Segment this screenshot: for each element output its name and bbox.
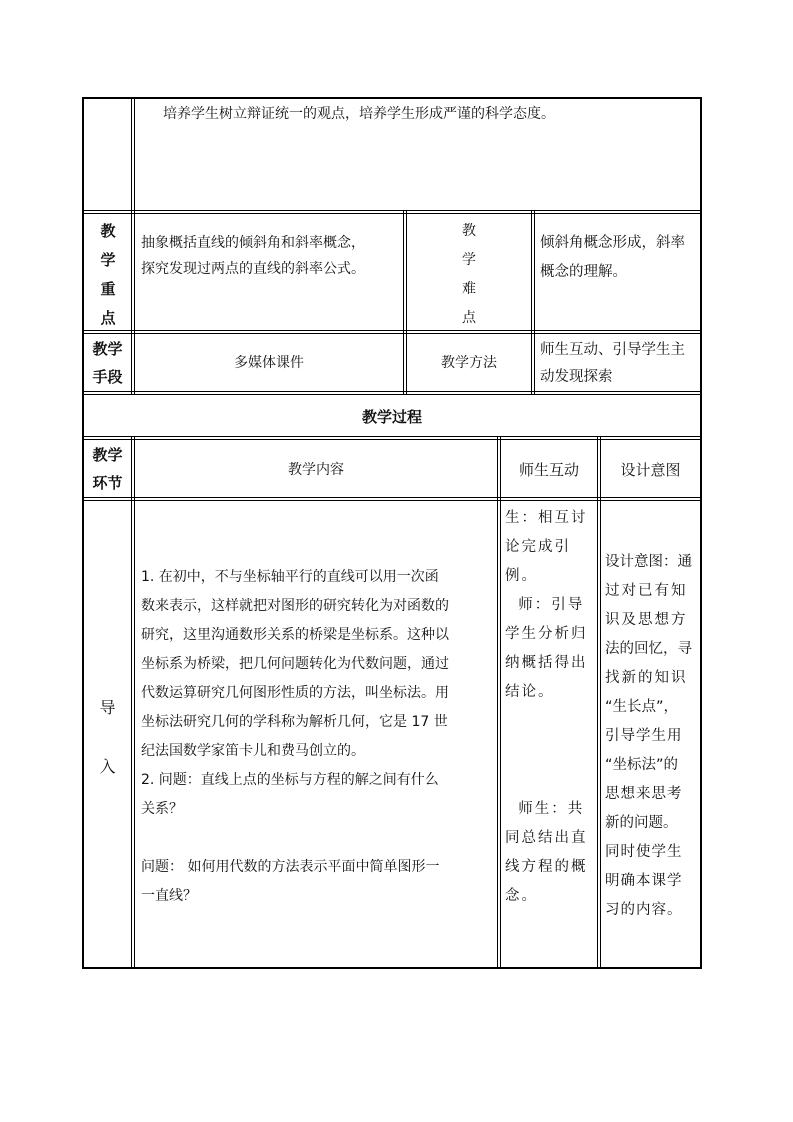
key-label-char: 学: [100, 251, 116, 269]
intent-line: 思想来思考: [605, 786, 683, 802]
difficulty-label-char: 难: [462, 281, 476, 297]
content-line: 坐标法研究几何的学科称为解析几何，它是 17 世: [141, 714, 448, 730]
stage-char: 入: [99, 757, 116, 776]
content-line: 1. 在初中，不与坐标轴平行的直线可以用一次函: [141, 569, 439, 585]
intent-line: 同时使学生: [605, 844, 683, 860]
content-line: 代数运算研究几何图形性质的方法，叫坐标法。用: [141, 685, 449, 701]
method-line: 师生互动、引导学生主: [540, 342, 685, 358]
content-line: 2. 问题：直线上点的坐标与方程的解之间有什么: [141, 772, 439, 788]
key-label-char: 点: [100, 309, 116, 327]
content-line: 纪法国数学家笛卡儿和费马创立的。: [141, 743, 365, 759]
means-label-line: 教学: [92, 340, 123, 358]
stage-header-line: 教学: [92, 446, 123, 464]
method-line: 动发现探索: [540, 369, 613, 385]
intent-line: 法的回忆，寻: [605, 641, 692, 657]
content-line: 坐标系为桥梁，把几何问题转化为代数问题，通过: [141, 656, 449, 672]
interaction-line: 师生：共: [505, 801, 585, 817]
intent-line: “生长点”，: [605, 699, 679, 715]
intent-line: 识及思想方: [605, 612, 688, 628]
intent-line: 找新的知识: [605, 670, 688, 686]
interaction-header: 师生互动: [518, 461, 579, 479]
key-label-char: 重: [100, 280, 116, 298]
interaction-line: 师：引导: [505, 597, 585, 613]
intent-line: 习的内容。: [605, 902, 683, 918]
question-line: 问题： 如何用代数的方法表示平面中简单图形一: [141, 859, 440, 875]
content-line: 研究，这里沟通数形关系的桥梁是坐标系。这种以: [141, 627, 449, 643]
key-label-char: 教: [100, 222, 116, 240]
interaction-line: 结论。: [505, 684, 555, 700]
intent-line: 引导学生用: [605, 728, 683, 744]
interaction-line: 念。: [505, 888, 538, 904]
stage-header-line: 环节: [92, 474, 123, 492]
goal-text: 培养学生树立辩证统一的观点，培养学生形成严谨的科学态度。: [163, 106, 555, 122]
key-point-line: 探究发现过两点的直线的斜率公式。: [141, 261, 365, 277]
interaction-line: 同总结出直: [505, 830, 588, 846]
content-line: 关系？: [141, 801, 183, 817]
interaction-line: 纳概括得出: [505, 655, 588, 671]
method-label: 教学方法: [441, 355, 497, 371]
process-title: 教学过程: [361, 408, 422, 426]
difficulty-line: 概念的理解。: [540, 264, 627, 280]
intent-line: “坐标法”的: [605, 757, 679, 773]
interaction-line: 生：相互讨: [505, 510, 588, 526]
difficulty-label-char: 学: [462, 252, 476, 268]
difficulty-line: 倾斜角概念形成，斜率: [540, 235, 685, 251]
interaction-line: 学生分析归: [505, 626, 588, 642]
question-line: 一直线？: [141, 888, 197, 904]
interaction-line: 例。: [505, 568, 538, 584]
content-line: 数来表示，这样就把对图形的研究转化为对函数的: [141, 598, 449, 614]
key-point-line: 抽象概括直线的倾斜角和斜率概念，: [141, 235, 365, 251]
intent-line: 新的问题。: [605, 815, 678, 831]
intent-line: 过对已有知: [605, 583, 688, 599]
content-header: 教学内容: [288, 462, 344, 478]
intent-header: 设计意图: [620, 461, 681, 479]
interaction-line: 线方程的概: [505, 859, 588, 875]
difficulty-label-char: 教: [462, 223, 476, 239]
means-value: 多媒体课件: [234, 355, 304, 371]
stage-char: 导: [99, 698, 116, 717]
means-label-line: 手段: [92, 368, 123, 386]
interaction-line: 论完成引: [505, 539, 571, 555]
intent-line: 设计意图：通: [605, 554, 692, 570]
difficulty-label-char: 点: [462, 310, 476, 326]
intent-line: 明确本课学: [605, 873, 683, 889]
